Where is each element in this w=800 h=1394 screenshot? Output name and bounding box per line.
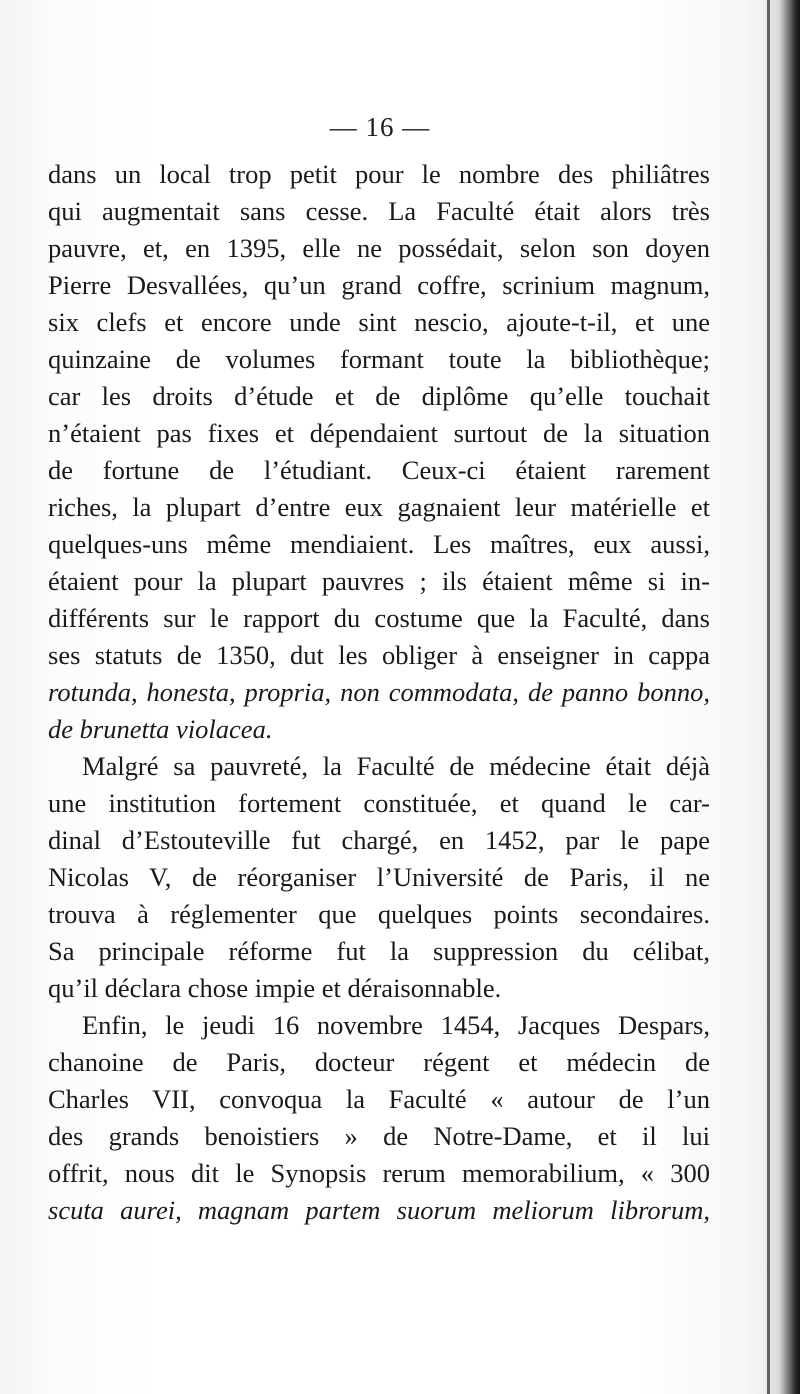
text-line: de fortune de l’étudiant. Ceux-ci étaient rarement — [48, 455, 710, 485]
text-line: trouva à réglementer que quelques points secondaires. — [48, 899, 710, 929]
text-line: quinzaine de volumes formant toute la bibliothèque; — [48, 344, 710, 374]
text-line: Charles VII, convoqua la Faculté « autour de l’un — [48, 1084, 710, 1114]
text-line: Malgré sa pauvreté, la Faculté de médecine était déjà — [82, 751, 710, 781]
text-line: riches, la plupart d’entre eux gagnaient leur matérielle et — [48, 492, 710, 522]
text-line: quelques-uns même mendiaient. Les maîtres, eux aussi, — [48, 529, 710, 559]
text-line-italic: scuta aurei, magnam partem suorum meliorum librorum, — [48, 1195, 710, 1225]
text-line: six clefs et encore unde sint nescio, ajoute-t-il, et une — [48, 307, 710, 337]
text-line: différents sur le rapport du costume que la Faculté, dans — [48, 603, 710, 633]
body-text — [48, 156, 710, 1229]
text-line: une institution fortement constituée, et quand le car- — [48, 788, 710, 818]
text-line: Pierre Desvallées, qu’un grand coffre, scrinium magnum, — [48, 270, 710, 300]
text-line: Enfin, le jeudi 16 novembre 1454, Jacques Despars, — [82, 1010, 710, 1040]
page-edge-line — [767, 0, 770, 1394]
page-number: — 16 — — [329, 112, 431, 142]
text-line: pauvre, et, en 1395, elle ne possédait, selon son doyen — [48, 233, 710, 263]
text-line: Nicolas V, de réorganiser l’Université de Paris, il ne — [48, 862, 710, 892]
text-line: des grands benoistiers » de Notre-Dame, et il lui — [48, 1121, 710, 1151]
text-line: car les droits d’étude et de diplôme qu’elle touchait — [48, 381, 710, 411]
text-line: Sa principale réforme fut la suppression du célibat, — [48, 936, 710, 966]
text-line: n’étaient pas fixes et dépendaient surtout de la situation — [48, 418, 710, 448]
text-line-italic: rotunda, honesta, propria, non commodata, de panno bonno, — [48, 677, 710, 707]
text-line: étaient pour la plupart pauvres ; ils étaient même si in- — [48, 566, 710, 596]
text-line-italic: de brunetta violacea. — [48, 714, 273, 744]
text-line: ses statuts de 1350, dut les obliger à enseigner in cappa — [48, 640, 710, 670]
text-line: offrit, nous dit le Synopsis rerum memorabilium, « 300 — [48, 1158, 710, 1188]
text-line: dinal d’Estouteville fut chargé, en 1452, par le pape — [48, 825, 710, 855]
text-line: qu’il déclara chose impie et déraisonnable. — [48, 973, 502, 1003]
text-line: chanoine de Paris, docteur régent et médecin de — [48, 1047, 710, 1077]
text-line: dans un local trop petit pour le nombre des philiâtres — [48, 159, 710, 189]
text-line: qui augmentait sans cesse. La Faculté était alors très — [48, 196, 710, 226]
